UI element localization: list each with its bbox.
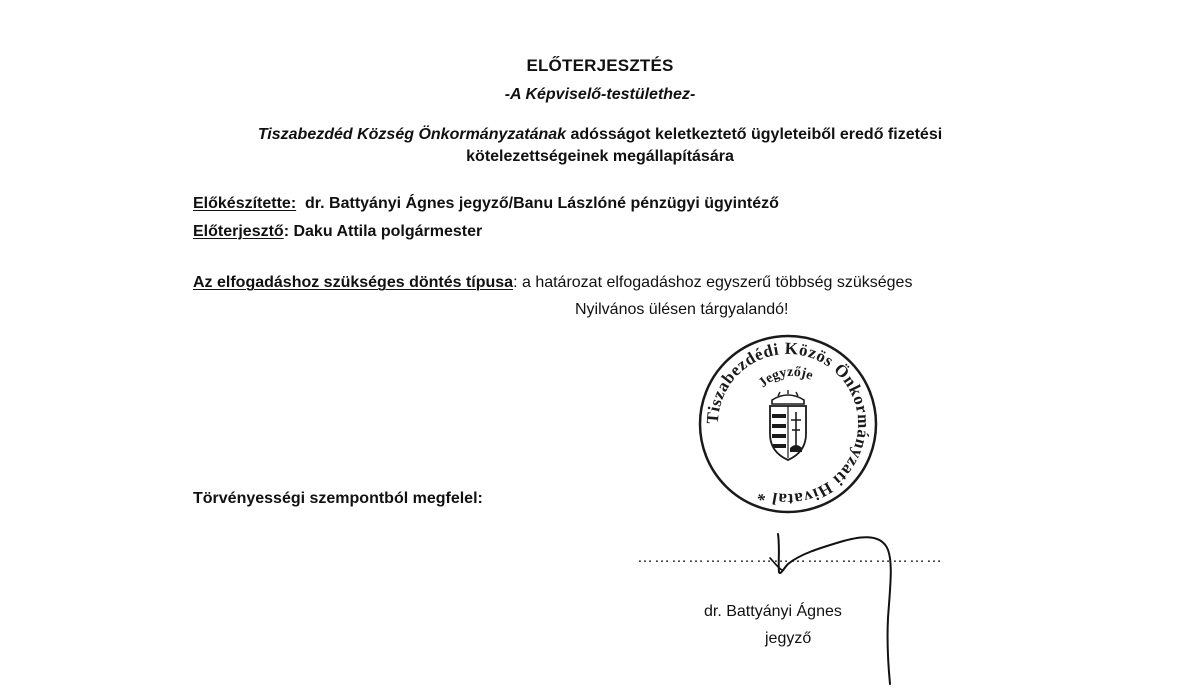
- stamp-outer-text: Tiszabezdédi Közös Önkormányzati Hivatal *: [702, 338, 874, 510]
- official-stamp: [696, 332, 880, 516]
- legality-statement: Törvényességi szempontból megfelel:: [193, 490, 483, 507]
- signer-role: jegyző: [765, 630, 812, 647]
- prepared-by-label: Előkészítette:: [193, 195, 297, 212]
- signature-line: ………………………………………………: [637, 549, 943, 566]
- signer-name: dr. Battyányi Ágnes: [704, 603, 842, 620]
- stamp-inner-text: Jegyzője: [755, 364, 815, 391]
- prepared-by-value: dr. Battyányi Ágnes jegyző/Banu Lászlóné pénzügyi ügyintéző: [296, 195, 779, 212]
- presenter-label: Előterjesztő: [193, 223, 284, 240]
- subject-municipality: Tiszabezdéd Község Önkormányzatának: [257, 126, 567, 143]
- decision-label: Az elfogadáshoz szükséges döntés típusa: [193, 274, 514, 291]
- document-subject: [0, 124, 1200, 168]
- coat-of-arms-icon: [770, 390, 806, 460]
- subject-line1-rest: adósságot keletkeztető ügyleteiből eredő fizetési: [566, 126, 943, 143]
- document-title: ELŐTERJESZTÉS: [526, 56, 674, 75]
- document-subtitle: -A Képviselő-testülethez-: [504, 86, 696, 103]
- decision-row: [193, 274, 912, 292]
- presenter-row: [193, 223, 482, 241]
- stamp-seal: [696, 332, 880, 516]
- public-session-note: Nyilvános ülésen tárgyalandó!: [575, 301, 789, 318]
- prepared-by-row: [193, 195, 779, 213]
- decision-value: : a határozat elfogadáshoz egyszerű többség szükséges: [513, 274, 913, 291]
- subject-line2: kötelezettségeinek megállapítására: [466, 148, 734, 165]
- presenter-value: : Daku Attila polgármester: [283, 223, 483, 240]
